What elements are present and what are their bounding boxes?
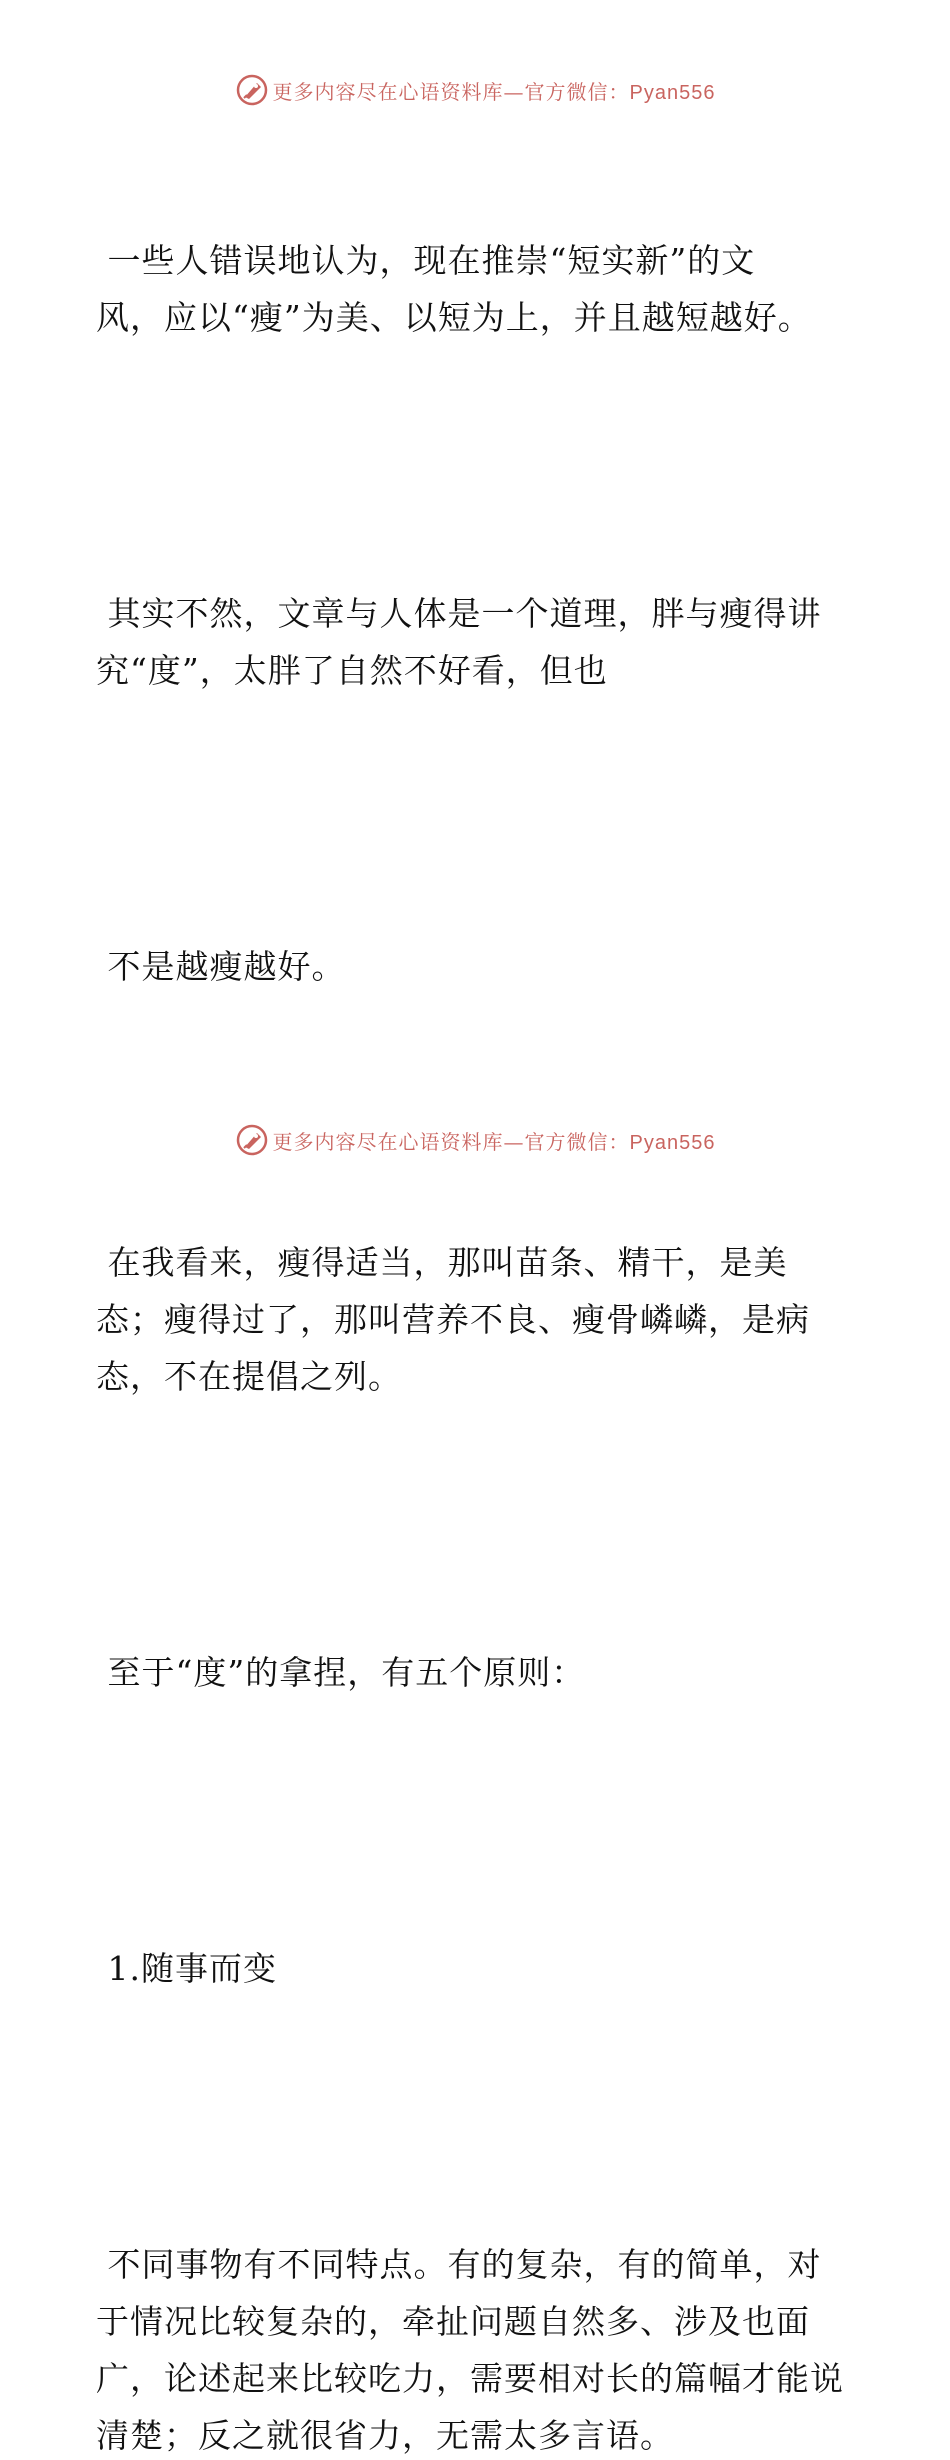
text-line: 至于“度”的拿捏，有五个原则：	[96, 1653, 586, 1692]
banner-text: 更多内容尽在心语资料库—官方微信：Pyan556	[272, 79, 716, 104]
text-line: 于情况比较复杂的，牵扯问题自然多、涉及也面	[96, 2302, 810, 2341]
section-heading	[96, 1826, 856, 2111]
text-line: 风，应以“瘦”为美、以短为上，并且越短越好。	[96, 298, 812, 337]
text-line: 不是越瘦越好。	[96, 947, 346, 986]
text-line: 其实不然，文章与人体是一个道理，胖与瘦得讲	[96, 594, 822, 633]
paragraph	[96, 471, 856, 813]
paragraph	[96, 824, 856, 1109]
text-line: 清楚；反之就很省力，无需太多言语。	[96, 2416, 674, 2455]
paragraph	[96, 2122, 856, 2460]
text-line: 1.随事而变	[96, 1949, 277, 1988]
paragraph	[96, 118, 856, 460]
document-body	[96, 118, 856, 2460]
text-line: 广，论述起来比较吃力，需要相对长的篇幅才能说	[96, 2359, 844, 2398]
text-line: 在我看来，瘦得适当，那叫苗条、精干，是美	[96, 1243, 788, 1282]
footer-banner	[0, 1120, 950, 1160]
header-banner	[0, 70, 950, 110]
pen-nib-logo-icon	[235, 73, 269, 107]
text-line: 态；瘦得过了，那叫营养不良、瘦骨嶙嶙，是病	[96, 1300, 810, 1339]
wechat-id: Pyan556	[629, 1131, 716, 1154]
text-line: 不同事物有不同特点。有的复杂，有的简单，对	[96, 2245, 822, 2284]
text-line: 究“度”，太胖了自然不好看，但也	[96, 651, 608, 690]
text-line: 态，不在提倡之列。	[96, 1357, 402, 1396]
wechat-id: Pyan556	[629, 81, 716, 104]
banner-text: 更多内容尽在心语资料库—官方微信：Pyan556	[272, 1129, 716, 1154]
text-line: 一些人错误地认为，现在推崇“短实新”的文	[96, 241, 756, 280]
paragraph	[96, 1120, 856, 1519]
paragraph	[96, 1530, 856, 1815]
pen-nib-logo-icon	[235, 1123, 269, 1157]
